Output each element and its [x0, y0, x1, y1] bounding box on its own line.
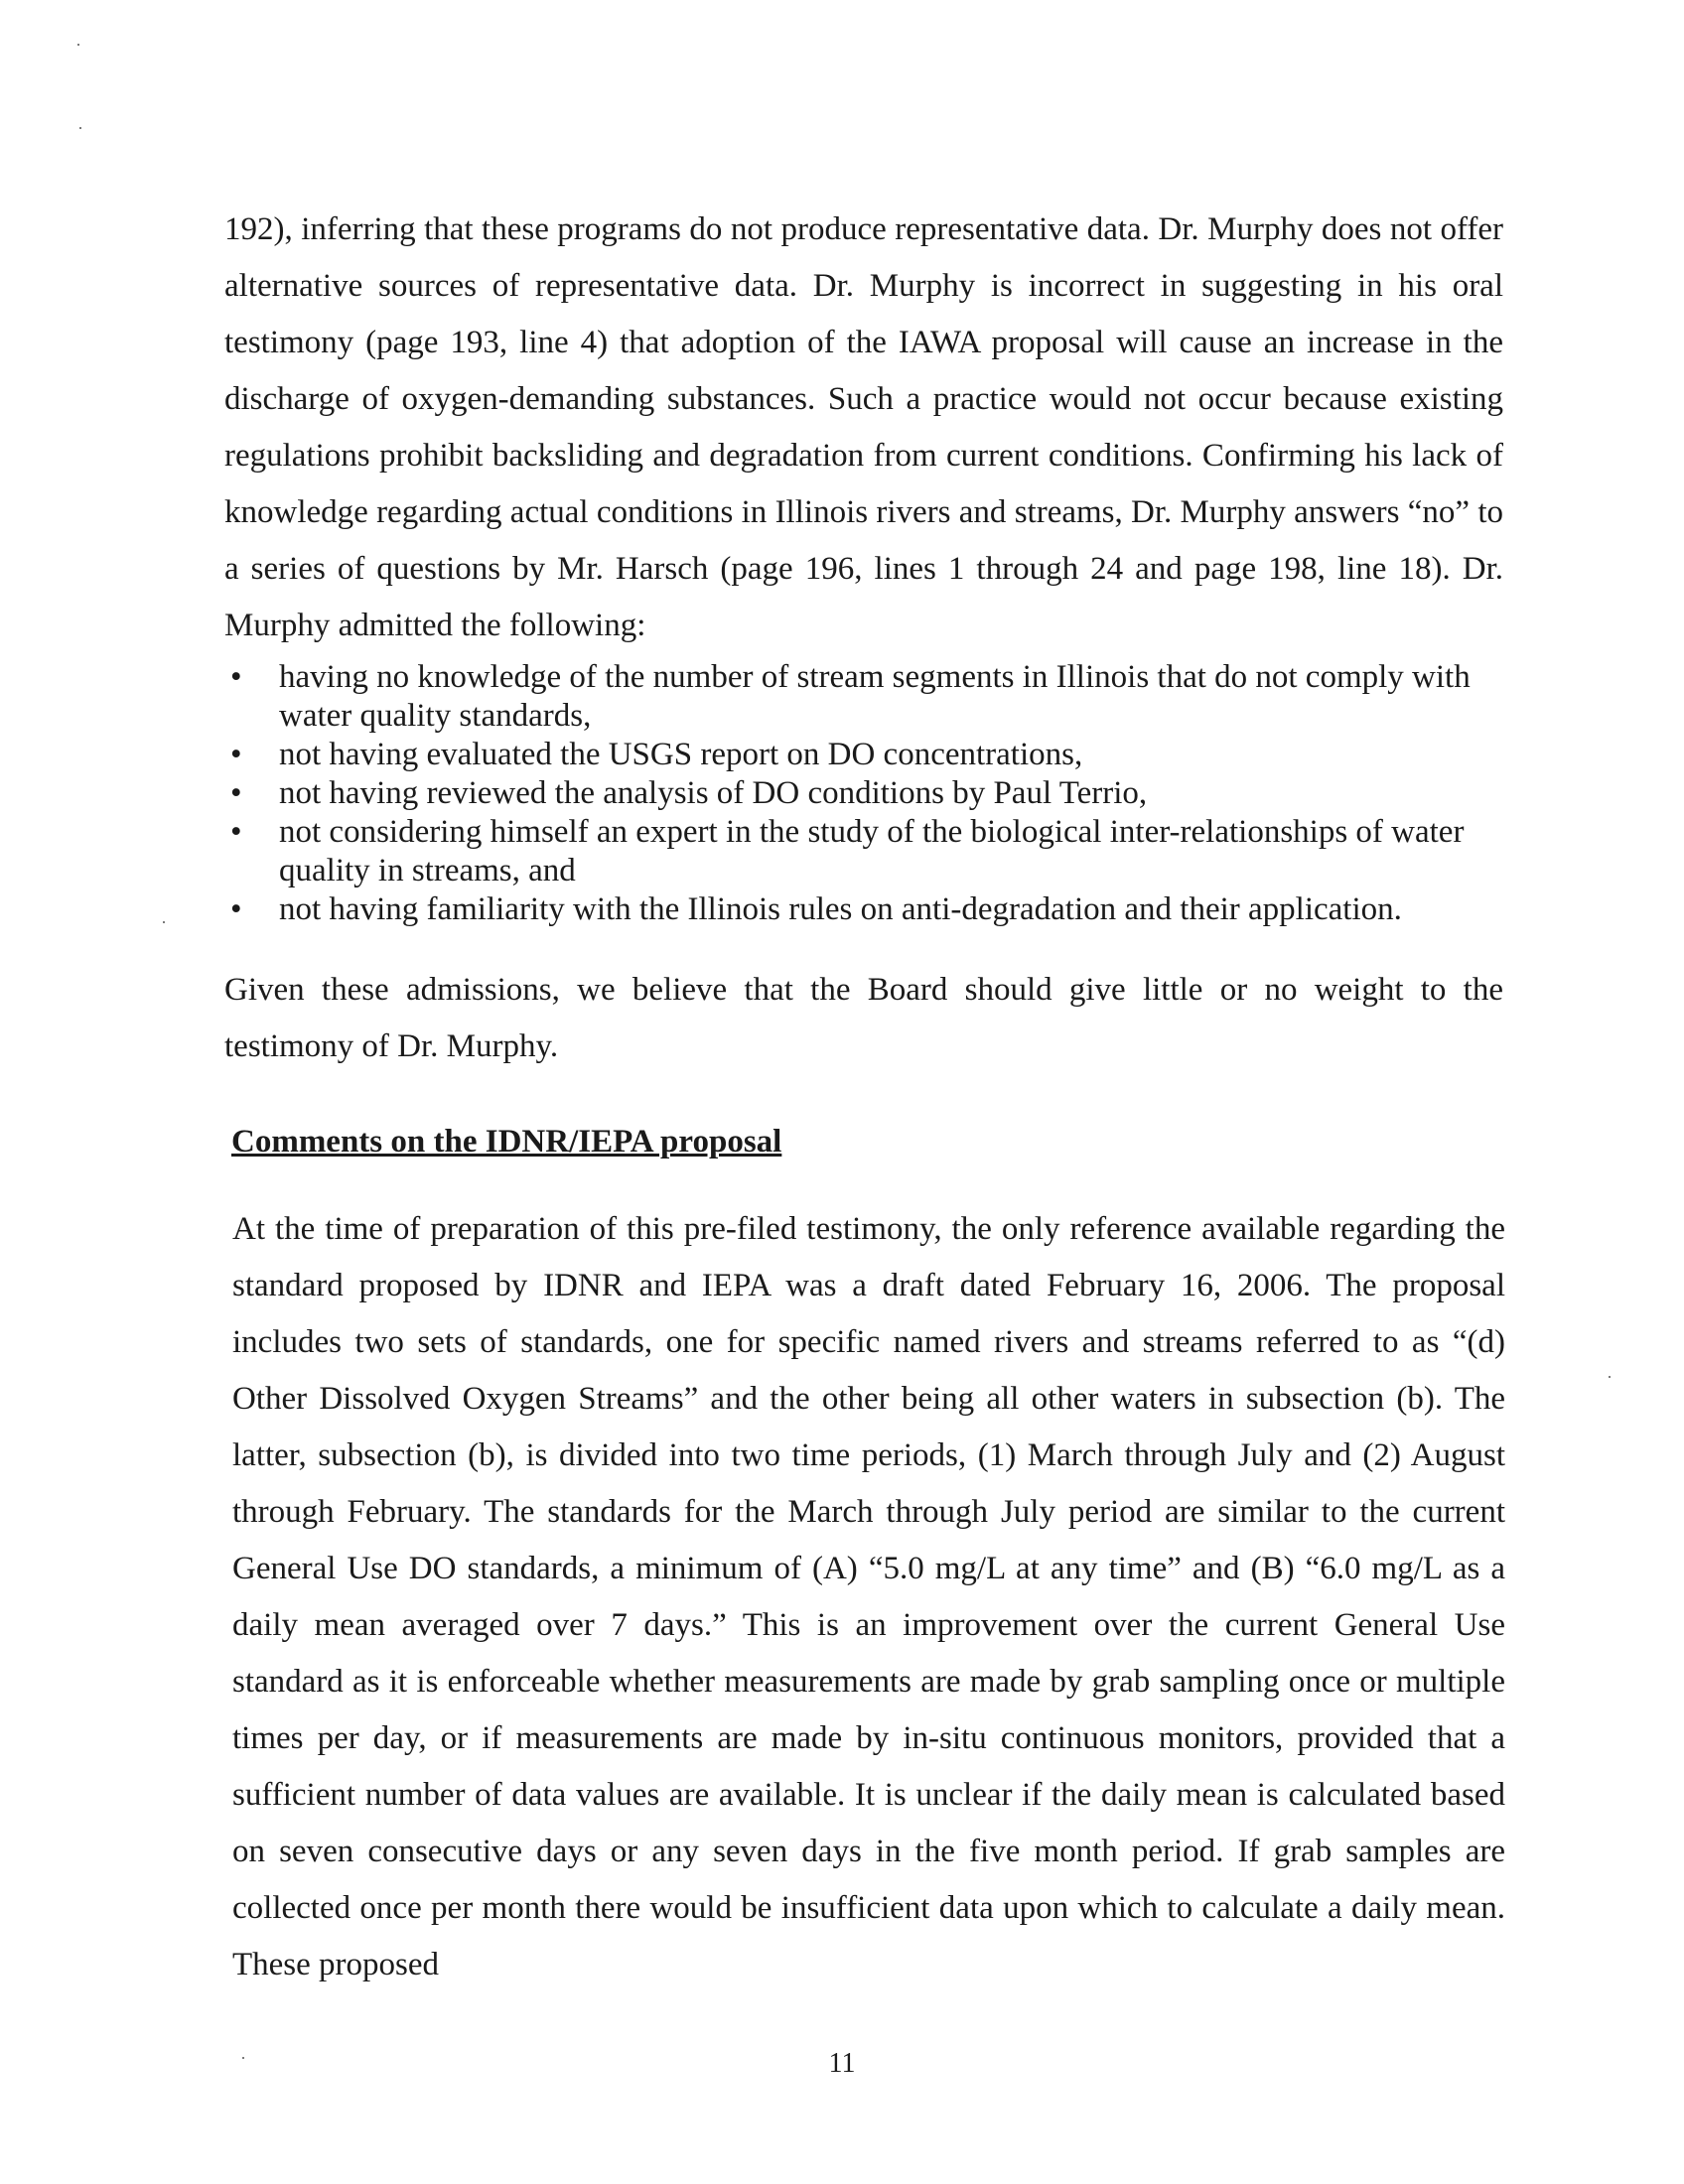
scan-speck [163, 921, 165, 923]
list-item: • not having reviewed the analysis of DO conditions by Paul Terrio, [224, 774, 1503, 813]
paragraph-idnr-iepa-proposal: At the time of preparation of this pre-filed testimony, the only reference available regarding the standard proposed by IDNR and IEPA was a draft dated February 16, 2006. The proposal includes two sets of standards, one for specific named rivers and streams referred to as “(d) Other Dissolved Oxygen Streams” and the other being all other waters in subsection (b). The latter, subsection (b), is divided into two time periods, (1) March through July and (2) August through February. The standards for the March through July period are similar to the current General Use DO standards, a minimum of (A) “5.0 mg/L at any time” and (B) “6.0 mg/L as a daily mean averaged over 7 days.” This is an improvement over the current General Use standard as it is enforceable whether measurements are made by grab sampling once or multiple times per day, or if measurements are made by in-situ continuous monitors, provided that a sufficient number of data values are available. It is unclear if the daily mean is calculated based on seven consecutive days or any seven days in the five month period. If grab samples are collected once per month there would be insufficient data upon which to calculate a daily mean. These proposed [232, 1211, 1505, 1982]
paragraph-conclusion: Given these admissions, we believe that the Board should give little or no weight to the testimony of Dr. Murphy. [224, 972, 1503, 1064]
admissions-list [224, 658, 1503, 929]
scan-speck [1609, 1376, 1611, 1378]
section-heading: Comments on the IDNR/IEPA proposal [231, 1124, 782, 1160]
list-item: • having no knowledge of the number of stream segments in Illinois that do not comply with water quality standards, [224, 658, 1503, 736]
paragraph-murphy-testimony: 192), inferring that these programs do not produce representative data. Dr. Murphy does not offer alternative sources of representative data. Dr. Murphy is incorrect in suggesting in his oral testimony (page 193, line 4) that adoption of the IAWA proposal will cause an increase in the discharge of oxygen-demanding substances. Such a practice would not occur because existing regulations prohibit backsliding and degradation from current conditions. Confirming his lack of knowledge regarding actual conditions in Illinois rivers and streams, Dr. Murphy answers “no” to a series of questions by Mr. Harsch (page 196, lines 1 through 24 and page 198, line 18). Dr. Murphy admitted the following: [224, 211, 1503, 643]
list-item: • not having evaluated the USGS report on DO concentrations, [224, 736, 1503, 774]
scan-speck [242, 2057, 244, 2059]
scan-speck [79, 127, 81, 129]
scan-speck [77, 44, 79, 46]
page-number: 11 [828, 2048, 856, 2079]
list-item: • not having familiarity with the Illinois rules on anti-degradation and their application. [224, 890, 1503, 929]
list-item: • not considering himself an expert in the study of the biological inter-relationships of water quality in streams, and [224, 813, 1503, 890]
